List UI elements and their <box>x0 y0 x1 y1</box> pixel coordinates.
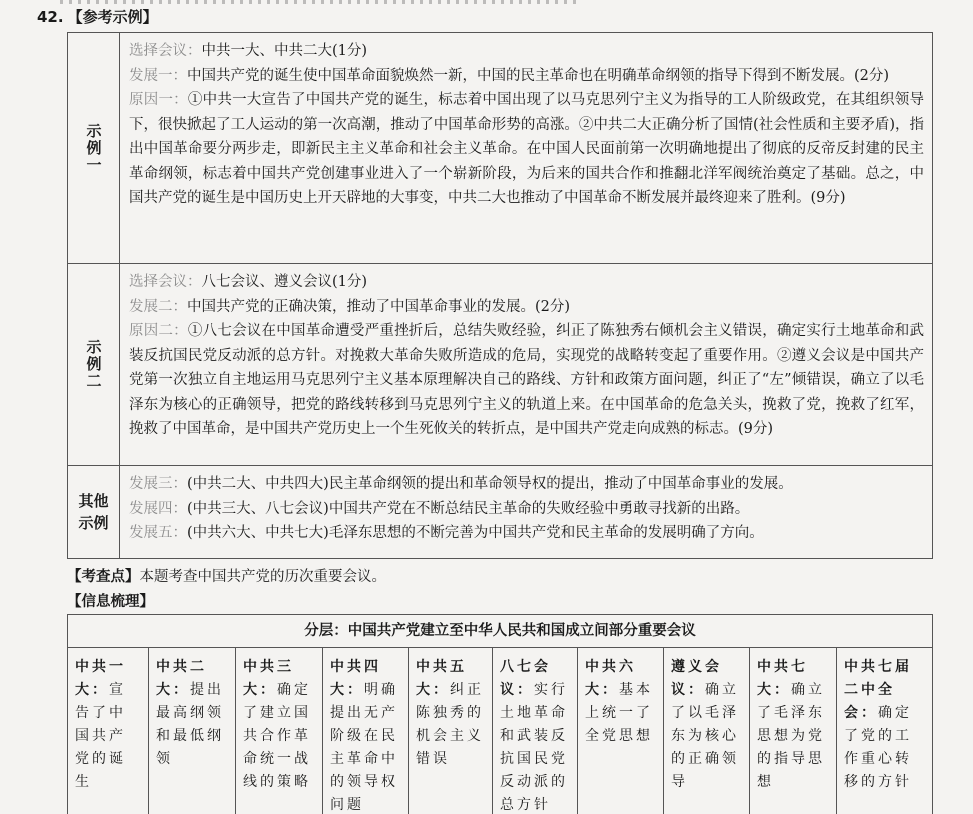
example-label: 示例一 <box>68 33 120 263</box>
example-line <box>129 319 924 442</box>
example-line <box>129 497 924 522</box>
line-text: (中共三大、八七会议)中国共产党在不断总结民主革命的失败经验中勇敢寻找新的出路。 <box>187 500 750 517</box>
meeting-name: 中共五大： <box>416 659 467 698</box>
exam-point-text: 本题考查中国共产党的历次重要会议。 <box>139 569 386 585</box>
line-tag: 发展二： <box>129 298 187 315</box>
meeting-name: 中共一大： <box>75 659 126 698</box>
section-title: 【参考示例】 <box>67 8 158 26</box>
meetings-title: 分层：中国共产党建立至中华人民共和国成立间部分重要会议 <box>68 615 932 648</box>
example-body <box>120 466 932 558</box>
meeting-cell <box>68 648 149 814</box>
line-text: ①八七会议在中国革命遭受严重挫折后，总结失败经验，纠正了陈独秀右倾机会主义错误，确定实行土地革命和武装反抗国民党反动派的总方针。对挽救大革命失败所造成的危局，实现党的战略转变起了重要作用。②遵义会议是中国共产党第一次独立自主地运用马克思列宁主义基本原理解决自己的路线、方针和政策方面问题，纠正了“左”倾错误，确立了以毛泽东为核心的正确领导，把党的路线转移到马克思列宁主义的轨道上来。在中国革命的危急关头，挽救了党，挽救了红军，挽救了中国革命，是中国共产党历史上一个生死攸关的转折点，是中国共产党走向成熟的标志。(9分) <box>129 323 924 437</box>
exam-point-label: 【考查点】 <box>67 569 140 585</box>
example-row-3 <box>68 466 932 558</box>
info-sorting-label: 【信息梳理】 <box>67 594 154 610</box>
meeting-cell <box>149 648 236 814</box>
line-tag: 原因二： <box>129 323 188 339</box>
example-row-2 <box>68 264 932 466</box>
meetings-grid <box>68 648 932 814</box>
line-text: 中国共产党的诞生使中国革命面貌焕然一新，中国的民主革命也在明确革命纲领的指导下得到不断发展。(2分) <box>187 67 890 84</box>
meeting-name: 中共二大： <box>156 659 207 698</box>
meeting-desc: 宣告了中国共产党的诞生 <box>75 682 126 790</box>
meeting-cell <box>323 648 409 814</box>
meeting-cell <box>664 648 750 814</box>
meeting-desc: 实行土地革命和武装反抗国民党反动派的总方针 <box>500 682 568 813</box>
meeting-desc: 确定了党的工作重心转移的方针 <box>844 705 912 790</box>
meeting-cell <box>493 648 578 814</box>
meeting-cell <box>409 648 493 814</box>
meeting-desc: 确立了以毛泽东为核心的正确领导 <box>671 682 739 790</box>
meeting-name: 中共四大： <box>330 659 381 698</box>
meetings-table <box>67 614 933 814</box>
line-tag: 原因一： <box>129 92 188 108</box>
example-line <box>129 64 924 89</box>
example-body <box>120 33 932 263</box>
examples-table <box>67 32 933 559</box>
meeting-desc: 纠正陈独秀的机会主义错误 <box>416 682 484 767</box>
example-line <box>129 88 924 211</box>
example-row-1 <box>68 33 932 264</box>
example-label: 示例二 <box>68 264 120 465</box>
question-number: 42. <box>37 8 64 26</box>
example-line <box>129 270 924 295</box>
line-tag: 发展一： <box>129 67 187 84</box>
example-line <box>129 39 924 64</box>
meeting-desc: 确立了毛泽东思想为党的指导思想 <box>757 682 825 790</box>
line-tag: 选择会议： <box>129 43 202 59</box>
line-tag: 发展四： <box>129 500 187 517</box>
line-tag: 选择会议： <box>129 274 202 290</box>
meeting-name: 遵义会议： <box>671 659 722 698</box>
meeting-desc: 基本上统一了全党思想 <box>585 682 653 744</box>
line-tag: 发展三： <box>129 476 187 492</box>
meeting-desc: 确定了建立国共合作革命统一战线的策略 <box>243 682 311 790</box>
meeting-name: 中共六大： <box>585 659 636 698</box>
meeting-desc: 明确提出无产阶级在民主革命中的领导权问题 <box>330 682 398 813</box>
meeting-name: 中共七大： <box>757 659 808 698</box>
meeting-name: 八七会议： <box>500 659 551 698</box>
example-line <box>129 521 924 546</box>
line-text: (中共二大、中共四大)民主革命纲领的提出和革命领导权的提出，推动了中国革命事业的发展。 <box>187 476 793 492</box>
line-text: 中共一大、中共二大(1分) <box>201 43 368 59</box>
exam-point <box>67 565 386 586</box>
question-header <box>37 6 158 27</box>
meeting-desc: 提出最高纲领和最低纲领 <box>156 682 224 767</box>
meeting-name: 中共七届二中全会： <box>844 659 912 721</box>
line-tag: 发展五： <box>129 525 187 541</box>
example-line <box>129 472 924 497</box>
line-text: 中国共产党的正确决策，推动了中国革命事业的发展。(2分) <box>187 298 571 315</box>
example-label: 其他示例 <box>68 466 120 558</box>
line-text: (中共六大、中共七大)毛泽东思想的不断完善为中国共产党和民主革命的发展明确了方向。 <box>187 525 764 541</box>
meeting-name: 中共三大： <box>243 659 294 698</box>
meeting-cell <box>578 648 664 814</box>
example-body <box>120 264 932 465</box>
meeting-cell <box>236 648 323 814</box>
example-line <box>129 295 924 320</box>
line-text: ①中共一大宣告了中国共产党的诞生，标志着中国出现了以马克思列宁主义为指导的工人阶级政党，在其组织领导下，很快掀起了工人运动的第一次高潮，推动了中国革命形势的高涨。②中共二大正确分析了国情(社会性质和主要矛盾)，指出中国革命要分两步走，即新民主主义革命和社会主义革命。在中国人民面前第一次明确地提出了彻底的反帝反封建的民主革命纲领，标志着中国共产党创建事业进入了一个崭新阶段，为后来的国共合作和推翻北洋军阀统治奠定了基础。总之，中国共产党的诞生是中国历史上开天辟地的大事变，中共二大也推动了中国革命不断发展并最终迎来了胜利。(9分) <box>129 92 924 206</box>
meeting-cell <box>750 648 837 814</box>
meeting-cell <box>837 648 928 814</box>
line-text: 八七会议、遵义会议(1分) <box>201 274 368 290</box>
top-cut-text-strip <box>60 0 580 4</box>
